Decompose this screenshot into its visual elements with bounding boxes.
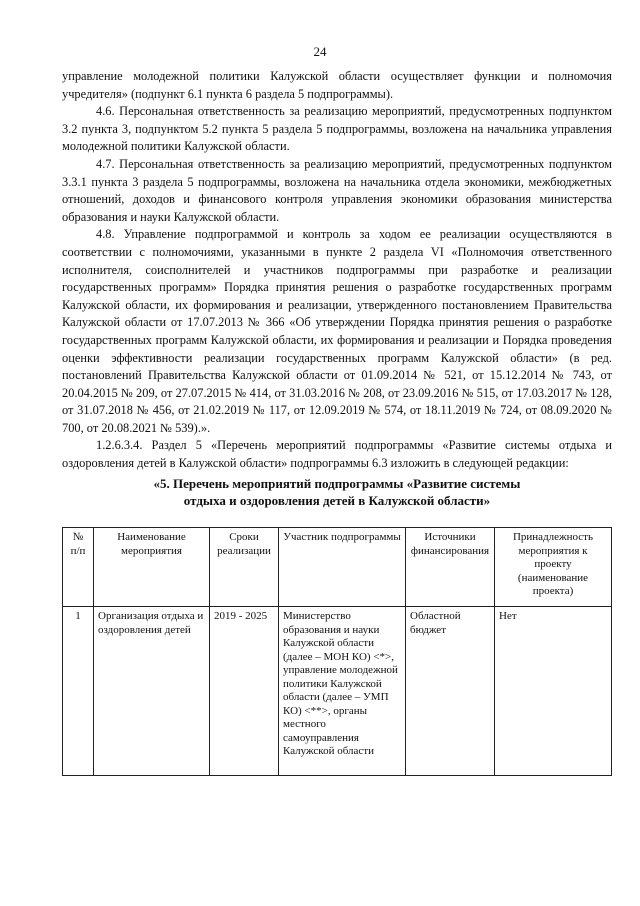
cell-number: 1 xyxy=(63,607,94,776)
header-funding-sources: Источники финансирования xyxy=(406,528,495,607)
paragraph-4-8: 4.8. Управление подпрограммой и контроль за ходом ее реализации осуществляются в соответствии с полномочиями, указанными в пункте 2 раздела VI «Полномочия ответственного исполнителя, соисполнителей и участников подпрограммы при разработке и реализации государственных программ» Порядка принятия решения о разработке государственных программ Калужской области, их формирования и реализации, утвержденного постановлением Правительства Калужской области от 17.07.2013 № 366 «Об утверждении Порядка принятия решения о разработке государственных программ Калужской области, их формирования и реализации и Порядка проведения оценки эффективности реализации государственных программ Калужской области» (в ред. постановлений Правительства Калужской области от 01.09.2014 № 521, от 15.12.2014 № 743, от 20.04.2015 № 209, от 27.07.2015 № 414, от 31.03.2016 № 208, от 23.09.2016 № 515, от 17.03.2017 № 128, от 31.07.2018 № 456, от 21.02.2019 № 117, от 12.09.2019 № 574, от 18.11.2019 № 724, от 08.09.2020 № 700, от 20.08.2021 № 539).». xyxy=(62,227,612,435)
table-header-row xyxy=(63,528,612,607)
header-participant: Участник подпрограммы xyxy=(279,528,406,607)
header-terms: Сроки реализации xyxy=(210,528,279,607)
document-body xyxy=(62,68,612,509)
header-number: № п/п xyxy=(63,528,94,607)
cell-measure-name: Организация отдыха и оздоровления детей xyxy=(94,607,210,776)
cell-funding-source: Областной бюджет xyxy=(406,607,495,776)
paragraph-4-7: 4.7. Персональная ответственность за реализацию мероприятий, предусмотренных подпунктом 3.3.1 пункта 3 раздела 5 подпрограммы, возложена на начальника отдела экономики, межбюджетных отношений, доходов и финансового контроля управления экономики образования министерства образования и науки Калужской области. xyxy=(62,156,612,224)
table-row xyxy=(63,607,612,776)
paragraph-1-2-6-3-4: 1.2.6.3.4. Раздел 5 «Перечень мероприятий подпрограммы «Развитие системы отдыха и оздоровления детей в Калужской области» подпрограммы 6.3 изложить в следующей редакции: xyxy=(62,438,612,471)
section-heading xyxy=(62,475,612,509)
paragraph-continuation: управление молодежной политики Калужской области осуществляет функции и полномочия учредителя» (подпункт 6.1 пункта 6 раздела 5 подпрограммы). xyxy=(62,69,612,101)
measures-table xyxy=(62,527,612,776)
cell-terms: 2019 - 2025 xyxy=(210,607,279,776)
section-heading-line-1: «5. Перечень мероприятий подпрограммы «Развитие системы xyxy=(153,475,521,491)
cell-participant: Министерство образования и науки Калужской области (далее – МОН КО) <*>, управление молодежной политики Калужской области (далее – УМП КО) <**>, органы местного самоуправления Калужской области xyxy=(279,607,406,776)
page-number: 24 xyxy=(313,44,327,59)
paragraph-4-6: 4.6. Персональная ответственность за реализацию мероприятий, предусмотренных подпунктом 3.2 пункта 3, подпунктом 5.2 пункта 5 раздела 5 подпрограммы, возложена на начальника управления молодежной политики Калужской области. xyxy=(62,104,612,154)
section-heading-line-2: отдыха и оздоровления детей в Калужской области» xyxy=(183,492,491,508)
header-project-affiliation: Принадлежность мероприятия к проекту (наименование проекта) xyxy=(495,528,612,607)
header-measure-name: Наименование мероприятия xyxy=(94,528,210,607)
cell-project-affiliation: Нет xyxy=(495,607,612,776)
